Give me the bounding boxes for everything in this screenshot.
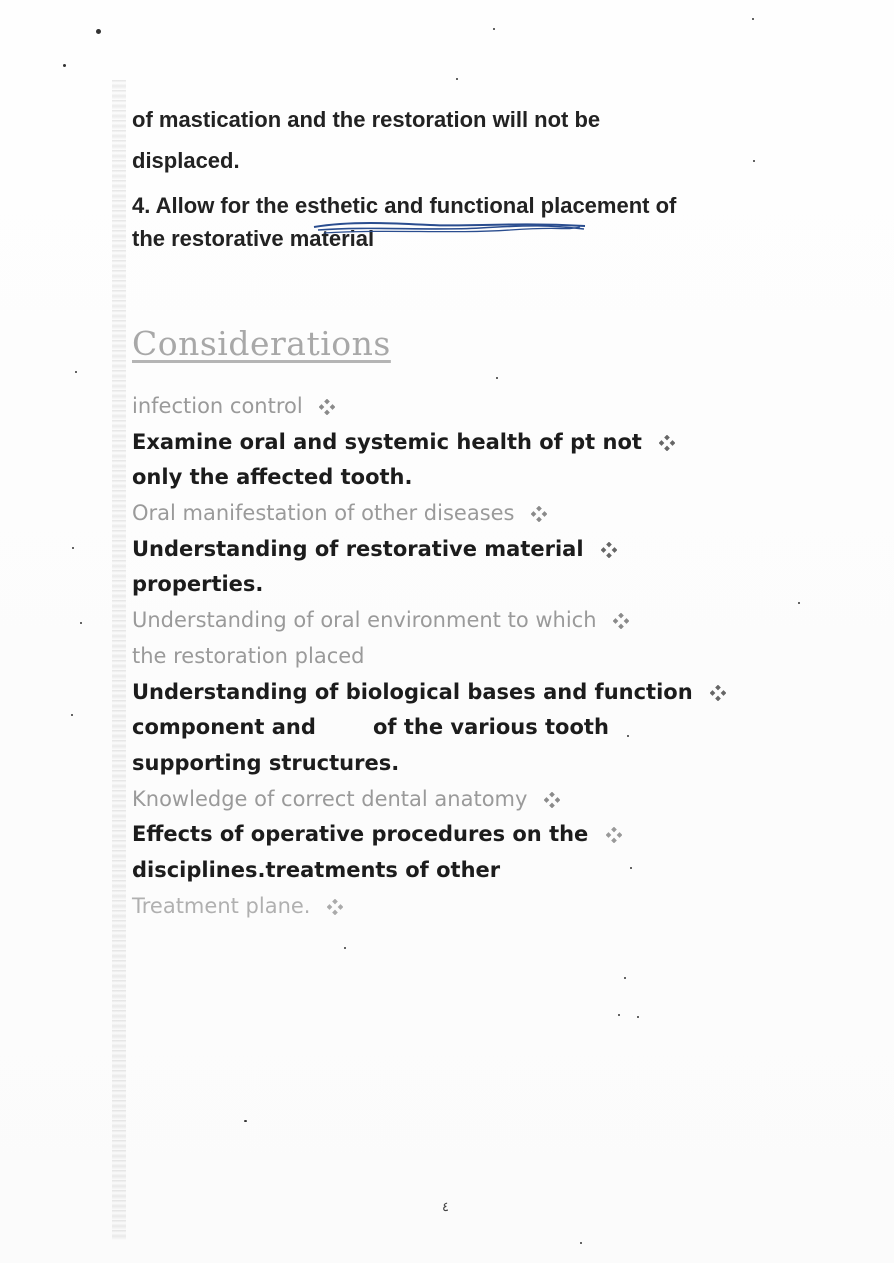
list-item-text: Treatment plane. (132, 894, 311, 918)
list-item-text: the restoration placed (132, 644, 365, 668)
list-item-text: supporting structures. (132, 751, 400, 775)
list-item (132, 608, 629, 632)
four-diamond-bullet-icon (319, 399, 335, 415)
body-text-line: the restorative material (132, 226, 375, 251)
list-item (132, 715, 316, 739)
scan-binding-shadow (112, 80, 126, 1240)
scan-speck (63, 64, 66, 67)
list-item-text: only the affected tooth. (132, 465, 413, 489)
pen-underline-mark (310, 217, 590, 241)
list-item (132, 465, 412, 489)
section-heading: Considerations (132, 324, 391, 363)
list-item-text: Knowledge of correct dental anatomy (132, 787, 528, 811)
list-item (132, 501, 547, 525)
list-item (373, 715, 609, 739)
list-item (132, 572, 263, 596)
four-diamond-bullet-icon (710, 685, 726, 701)
four-diamond-bullet-icon (606, 827, 622, 843)
four-diamond-bullet-icon (531, 506, 547, 522)
scan-speck (798, 602, 800, 604)
scan-speck (752, 18, 754, 20)
list-item-text: Effects of operative procedures on the (132, 822, 589, 846)
list-item (132, 680, 726, 704)
scan-speck (496, 377, 498, 379)
scan-speck (637, 1016, 639, 1018)
list-item (132, 644, 365, 668)
scan-speck (630, 867, 632, 869)
list-item-text: disciplines.treatments of other (132, 858, 501, 882)
four-diamond-bullet-icon (544, 792, 560, 808)
list-item (132, 430, 675, 454)
scan-speck (627, 735, 629, 737)
page-number: ٤ (442, 1200, 449, 1215)
scan-speck (624, 977, 626, 979)
scan-speck (456, 78, 458, 80)
list-item-text: Understanding of oral environment to which (132, 608, 597, 632)
scan-speck (244, 1120, 247, 1122)
list-item (132, 394, 335, 418)
list-item-text: Understanding of restorative material (132, 537, 584, 561)
scan-speck (753, 160, 755, 162)
list-item-text: properties. (132, 572, 264, 596)
list-item (132, 858, 500, 882)
numbered-point-line: 4. Allow for the esthetic and functional placement of (132, 193, 677, 218)
list-item-text: component and (132, 715, 316, 739)
four-diamond-bullet-icon (601, 542, 617, 558)
list-item (132, 822, 622, 846)
scan-speck (618, 1014, 620, 1016)
list-item-text: of the various tooth (373, 715, 609, 739)
list-item-text: infection control (132, 394, 303, 418)
list-item-text: Oral manifestation of other diseases (132, 501, 515, 525)
four-diamond-bullet-icon (327, 899, 343, 915)
scan-speck (72, 547, 74, 549)
scan-speck (493, 28, 495, 30)
scan-speck (80, 622, 82, 624)
scan-speck (71, 714, 73, 716)
list-item (132, 751, 399, 775)
body-text-line: displaced. (132, 148, 240, 173)
scan-speck (96, 29, 101, 34)
list-item (132, 894, 343, 918)
body-text-line: of mastication and the restoration will not be (132, 107, 601, 132)
list-item (132, 537, 617, 561)
scan-speck (344, 947, 346, 949)
scan-speck (580, 1242, 582, 1244)
four-diamond-bullet-icon (613, 613, 629, 629)
scan-speck (75, 371, 77, 373)
list-item-text: Examine oral and systemic health of pt not (132, 430, 642, 454)
list-item (132, 787, 560, 811)
list-item-text: Understanding of biological bases and function (132, 680, 693, 704)
four-diamond-bullet-icon (659, 435, 675, 451)
